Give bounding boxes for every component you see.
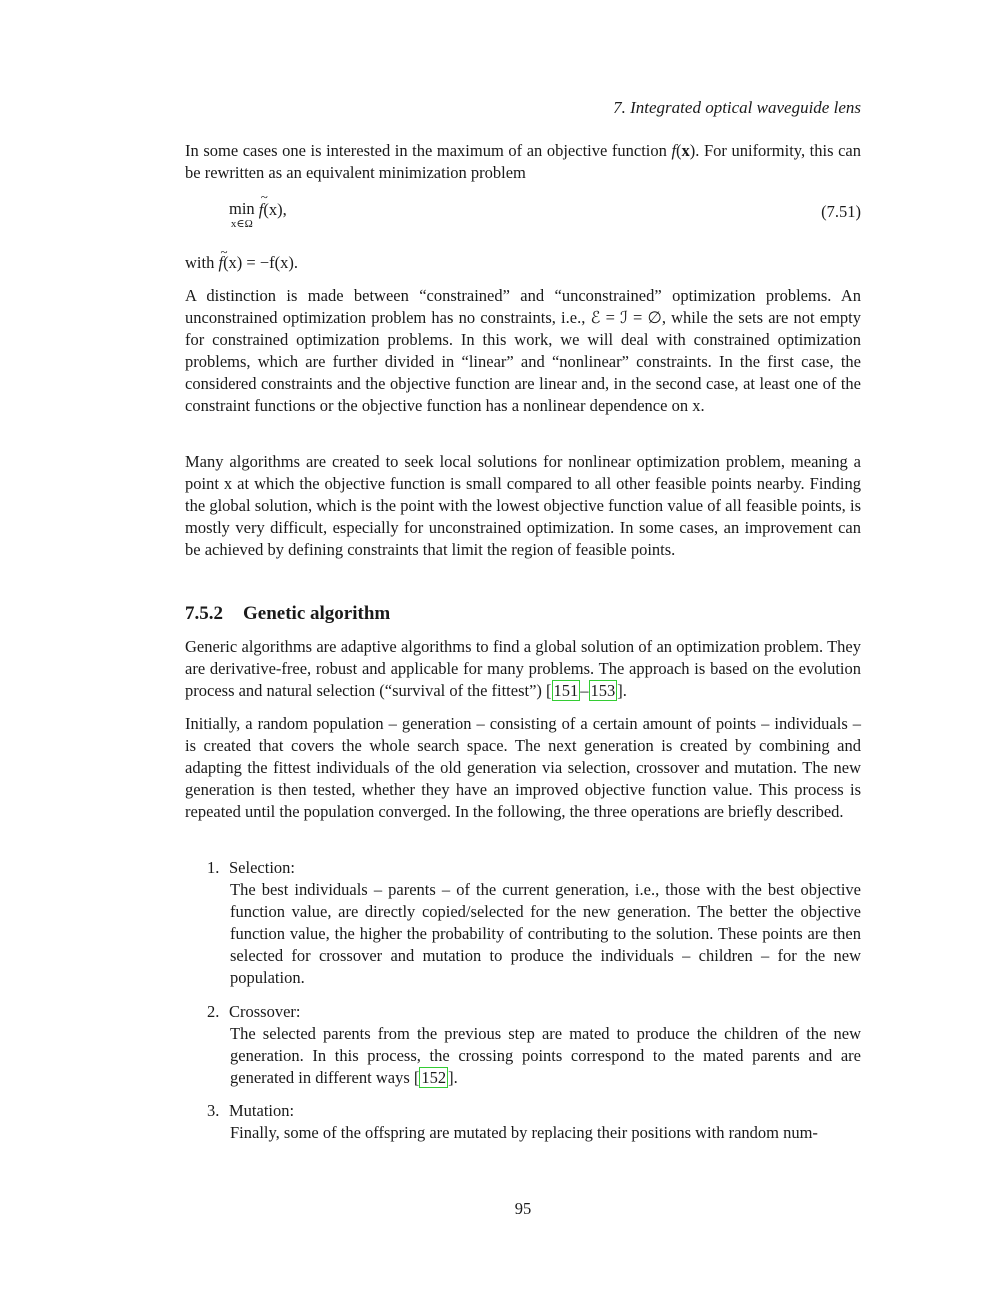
list-item-mutation: 3. Mutation: Finally, some of the offspring are mutated by replacing their positions with random num-	[207, 1101, 818, 1142]
list-item-crossover: 2. Crossover: The selected parents from the previous step are mated to produce the children of the new generation. In this process, the crossing points correspond to the mated parents and are generated in different ways [ 152 ].	[207, 1002, 861, 1087]
min-operator: min x∈Ω	[229, 199, 255, 230]
page-number: 95	[514, 1199, 532, 1218]
paragraph-local-solutions: Many algorithms are created to seek local solutions for nonlinear optimization problem, meaning a point x at which the objective function is small compared to all other feasible points nearby. Finding the global solution, which is the point with the lowest objective function value of all feasible points, is mostly very difficult, especially for unconstrained optimization. In some cases, an improvement can be achieved by defining constraints that limit the region of feasible points.	[185, 452, 861, 559]
paragraph-constrained: A distinction is made between “constrained” and “unconstrained” optimization problems. An unconstrained optimization problem has no constraints, i.e., ℰ = ℐ = ∅, while the sets are not empty for constrained optimization problems. In this work, we will deal with constrained optimization problems, which are further divided in “linear” and “nonlinear” constraints. In the first case, the considered constraints and the objective function are linear and, in the second case, at least one of the constraint functions or the objective function has a nonlinear dependence on x.	[185, 286, 861, 415]
intro-paragraph: In some cases one is interested in the maximum of an objective function f(x). For uniformity, this can be rewritten as an equivalent minimization problem	[185, 141, 861, 182]
equation-with-line: with ~ f(x) = −f(x).	[185, 252, 861, 274]
paragraph-genetic-intro: Generic algorithms are adaptive algorithms to find a global solution of an optimization problem. They are derivative-free, robust and applicable for many problems. The approach is based on the evolution process and natural selection (“survival of the fittest”) [ 151 – 153 ].	[185, 637, 861, 700]
f-tilde-2: ~ f	[218, 252, 223, 274]
paragraph-genetic-process: Initially, a random population – generation – consisting of a certain amount of points – individuals – is created that covers the whole search space. The next generation is created by combining and adapting the fittest individuals of the old generation via selection, crossover and mutation. The new generation is then tested, whether they have an improved objective function value. This process is repeated until the population converged. In the following, the three operations are briefly described.	[185, 714, 861, 821]
citation-link-151[interactable]: 151	[553, 681, 579, 700]
running-header: 7. Integrated optical waveguide lens	[613, 98, 861, 117]
section-title: Genetic algorithm	[243, 603, 391, 624]
f-tilde: ~ f	[259, 200, 264, 220]
list-item-selection: 1. Selection: The best individuals – parents – of the current generation, i.e., those with the best objective function value, are directly copied/selected for the new generation. The better the objective function value, the higher the probability of contributing to the solution. These points are then selected for crossover and mutation to produce the individuals – children – for the new population.	[207, 858, 861, 987]
section-heading	[185, 603, 390, 625]
equation-body: min x∈Ω ~ f(x),	[229, 200, 287, 230]
section-number: 7.5.2	[185, 603, 223, 624]
equation-number: (7.51)	[821, 202, 861, 221]
citation-link-152[interactable]: 152	[421, 1068, 447, 1087]
citation-link-153[interactable]: 153	[590, 681, 616, 700]
math-fx: f	[671, 141, 677, 160]
